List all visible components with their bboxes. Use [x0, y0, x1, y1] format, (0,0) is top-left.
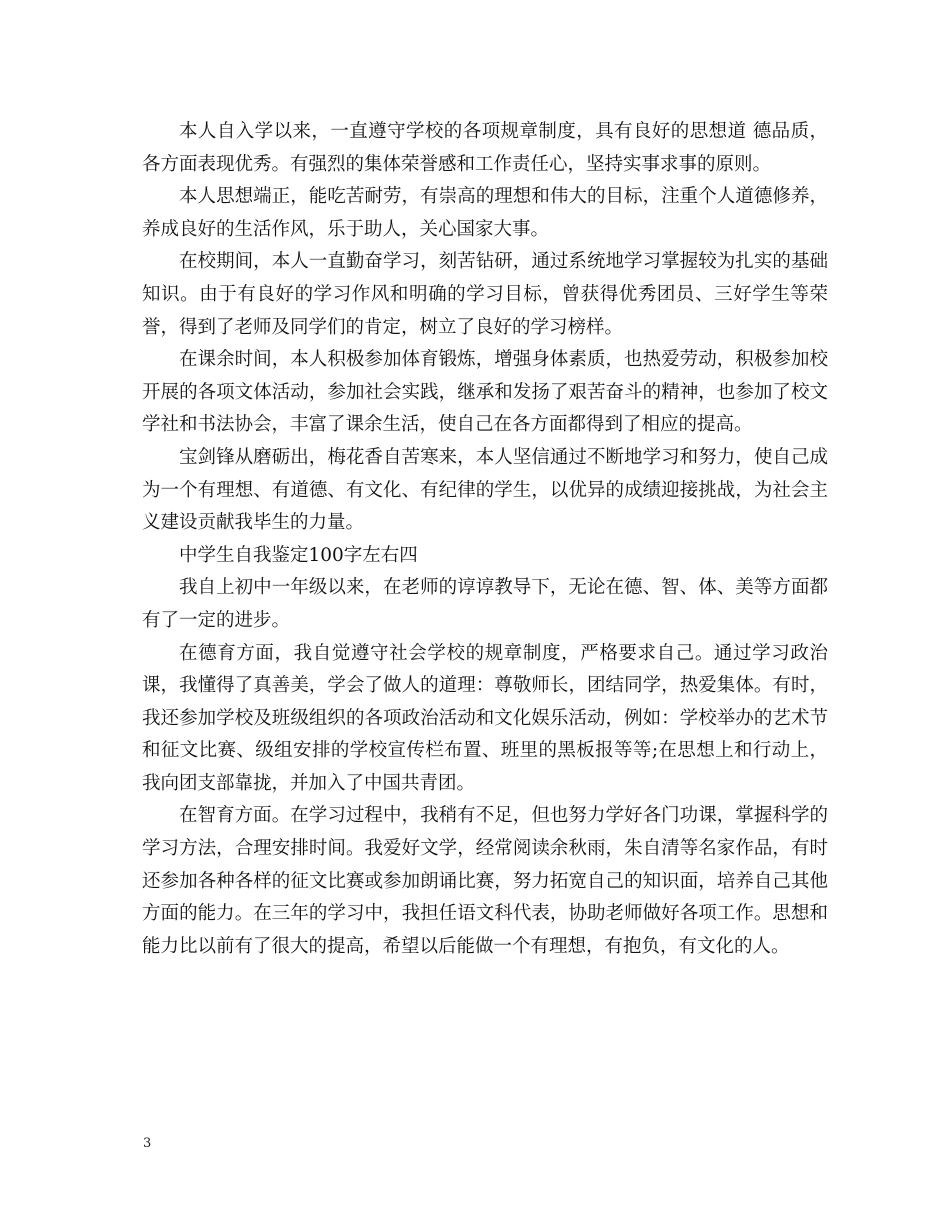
page-number: 3 — [143, 1136, 152, 1151]
paragraph-1: 本人自入学以来，一直遵守学校的各项规章制度，具有良好的思想道 德品质，各方面表现优秀。有强烈的集体荣誉感和工作责任心，坚持实事求事的原则。 — [142, 121, 828, 175]
section-heading: 中学生自我鉴定100字左右四 — [179, 544, 418, 566]
paragraph-7: 在德育方面，我自觉遵守社会学校的规章制度，严格要求自己。通过学习政治课，我懂得了真善美，学会了做人的道理：尊敬师长，团结同学，热爱集体。有时，我还参加学校及班级组织的各项政治活动和文化娱乐活动，例如：学校举办的艺术节和征文比赛、级组安排的学校宣传栏布置、班里的黑板报等等;在思想上和行动上，我向团支部靠拢，并加入了中国共青团。 — [142, 642, 828, 794]
paragraph-4: 在课余时间，本人积极参加体育锻炼，增强身体素质，也热爱劳动，积极参加校开展的各项文体活动，参加社会实践，继承和发扬了艰苦奋斗的精神，也参加了校文学社和书法协会，丰富了课余生活，使自己在各方面都得到了相应的提高。 — [142, 349, 828, 436]
document-body — [142, 116, 828, 963]
paragraph-6: 我自上初中一年级以来，在老师的谆谆教导下，无论在德、智、体、美等方面都有了一定的进步。 — [142, 577, 828, 631]
paragraph-5: 宝剑锋从磨砺出，梅花香自苦寒来，本人坚信通过不断地学习和努力，使自己成为一个有理想、有道德、有文化、有纪律的学生，以优异的成绩迎接挑战，为社会主义建设贡献我毕生的力量。 — [142, 446, 828, 534]
paragraph-3: 在校期间，本人一直勤奋学习，刻苦钻研，通过系统地学习掌握较为扎实的基础知识。由于有良好的学习作风和明确的学习目标，曾获得优秀团员、三好学生等荣誉，得到了老师及同学们的肯定，树立了良好的学习榜样。 — [142, 251, 828, 338]
paragraph-2: 本人思想端正，能吃苦耐劳，有崇高的理想和伟大的目标，注重个人道德修养，养成良好的生活作风，乐于助人，关心国家大事。 — [142, 186, 828, 240]
paragraph-8: 在智育方面。在学习过程中，我稍有不足，但也努力学好各门功课，掌握科学的学习方法，合理安排时间。我爱好文学，经常阅读余秋雨，朱自清等名家作品，有时还参加各种各样的征文比赛或参加朗诵比赛，努力拓宽自己的知识面，培养自己其他方面的能力。在三年的学习中，我担任语文科代表，协助老师做好各项工作。思想和能力比以前有了很大的提高，希望以后能做一个有理想，有抱负，有文化的人。 — [142, 805, 828, 957]
